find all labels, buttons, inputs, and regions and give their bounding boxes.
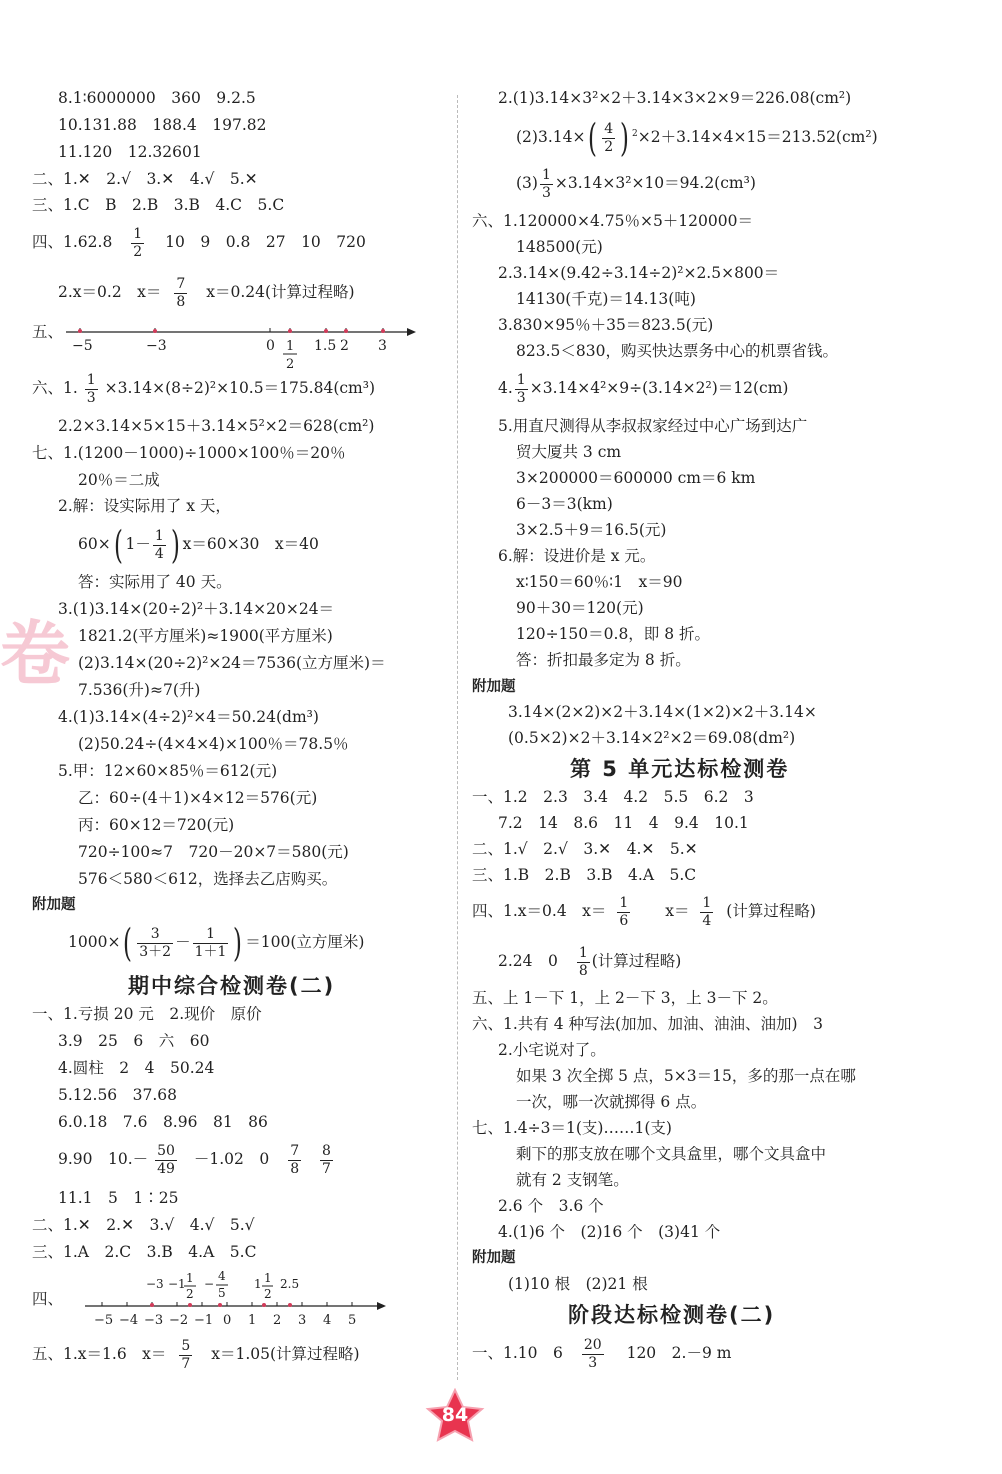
number-line-2 [80,1266,400,1332]
text: (2)3.14× [516,128,586,147]
answer-line: (0.5×2)×2＋3.14×2²×2＝69.08(dm²) [508,729,796,747]
answer-line [472,1333,731,1373]
answer-line: 6.0.18 7.6 8.96 81 86 [58,1113,268,1131]
text: 1000× [68,933,121,951]
answer-line: 六、1.120000×4.75％×5＋120000＝ [472,212,753,230]
text: 四、1.x＝0.4 x＝ [472,902,607,920]
answer-line: 如果 3 次全掷 5 点，5×3＝15，多的那一点在哪 [516,1067,856,1085]
text: 1－ [125,535,151,553]
answer-line [58,1139,335,1179]
answer-line: 5.12.56 37.68 [58,1086,178,1104]
fraction: $\frac{3}{3+2}$ [139,925,172,960]
answer-line: 720÷100≈7 720－20×7＝580(元) [78,843,349,861]
fraction: $\frac{1}{4}$ [702,894,712,929]
answer-line [498,941,681,981]
answer-line: 7.2 14 8.6 11 4 9.4 10.1 [498,814,749,832]
fraction: $\frac{1}{8}$ [578,944,588,979]
label: 5 [218,1286,226,1300]
answer-line: 一、1.2 2.3 3.4 4.2 5.5 6.2 3 [472,788,754,806]
answer-line: 60×( 1－ $\frac{1}{4}$ ) x＝60×30 x＝40 [78,523,319,567]
text: x＝ [665,902,690,920]
fraction: $\frac{7}{8}$ [290,1142,300,1177]
answer-line: 乙：60÷(4＋1)×4×12＝576(元) [78,789,318,807]
tick-label: −3 [144,1313,164,1328]
label: 2 [186,1287,194,1301]
tick-label: −5 [72,338,93,354]
tick-label: −4 [119,1313,139,1328]
text: ＝100(立方厘米) [245,933,365,951]
section-heading: 期中综合检测卷(二) [128,974,336,998]
answer-line: 一次，哪一次就掷得 6 点。 [516,1093,707,1111]
answer-line: 丙：60×12＝720(元) [78,816,235,834]
answer-line: 6－3＝3(km) [516,495,613,513]
text: ×3.14×3²×10＝94.2(cm³) [554,174,756,192]
column-divider [457,95,458,1380]
answer-line: 5.用直尺测得从李叔叔家经过中心广场到达广 [498,417,808,435]
answer-line: 2.2×3.14×5×15＋3.14×5²×2＝628(cm²) [58,417,375,435]
section-heading: 阶段达标检测卷(二) [568,1303,776,1327]
fraction: $\frac{1}{3}$ [516,371,526,406]
text: 9.90 10.－ [58,1150,149,1168]
answer-line: (1)10 根 (2)21 根 [508,1275,648,1293]
text: 120 2.－9 m [626,1344,732,1362]
answer-line: 4.(1)6 个 (2)16 个 (3)41 个 [498,1223,721,1241]
answer-line: 三、1.A 2.C 3.B 4.A 5.C [32,1243,257,1261]
answer-line: 3×2.5＋9＝16.5(元) [516,521,667,539]
fraction: $\frac{1}{2}$ [133,225,143,260]
section-label: 五、 [32,323,64,341]
answer-line [32,222,366,262]
fraction: $\frac{4}{2}$ [604,120,614,155]
label: −1 [168,1277,186,1291]
label: −3 [146,1277,164,1291]
answer-line [32,1334,360,1374]
fraction: $\frac{20}{3}$ [583,1336,602,1371]
answer-line: 120÷150＝0.8，即 8 折。 [516,625,711,643]
answer-line: 3.9 25 6 六 60 [58,1032,210,1050]
text: 四、1.62.8 [32,233,113,251]
text: 2.x＝0.2 x＝ [58,283,162,301]
tick-label: 1 [248,1313,257,1328]
answer-line: 二、1.✕ 2.✕ 3.√ 4.√ 5.√ [32,1216,255,1234]
answer-line: 2.解：设实际用了 x 天， [58,497,231,515]
answer-line: 576＜580＜612，选择去乙店购买。 [78,870,338,888]
tick-label: −2 [169,1313,189,1328]
text: ×3.14×4²×9÷(3.14×2²)＝12(cm) [529,379,789,397]
answer-line: 剩下的那支放在哪个文具盒里，哪个文具盒中 [516,1145,827,1163]
extra-question-label: 附加题 [472,1250,516,1266]
label: 4 [218,1269,226,1283]
answer-line: 3×200000＝600000 cm＝6 km [516,469,756,487]
answer-line: 二、1.√ 2.√ 3.✕ 4.✕ 5.✕ [472,840,698,858]
answer-line: 2.3.14×(9.42÷3.14÷2)²×2.5×800＝ [498,264,780,282]
tick-label: 2 [340,338,349,354]
answer-line: 4.圆柱 2 4 50.24 [58,1059,215,1077]
text: 10 9 0.8 27 10 720 [165,233,366,251]
answer-line: 3.(1)3.14×(20÷2)²＋3.14×20×24＝ [58,600,335,618]
text: x＝60×30 x＝40 [182,535,319,553]
answer-line: 8.1∶6000000 360 9.2.5 [58,89,256,107]
fraction: $\frac{7}{8}$ [176,275,186,310]
text: 六、1. [32,379,78,397]
tick-label: 5 [348,1313,357,1328]
answer-line: 11.1 5 1∶25 [58,1189,179,1207]
tick-label: −5 [94,1313,114,1328]
answer-line: (2)3.14×(20÷2)²×24＝7536(立方厘米)＝ [78,654,386,672]
tick-label: 1.5 [314,338,337,354]
answer-line: 就有 2 支钢笔。 [516,1171,629,1189]
extra-question-label: 附加题 [32,897,76,913]
fraction: $\frac{8}{7}$ [322,1142,331,1177]
answer-line: 五、上 1－下 1，上 2－下 3，上 3－下 2。 [472,989,778,1007]
tick-label: 1 [286,339,295,354]
watermark-stamp: 卷 [0,613,70,695]
answer-line [516,163,756,203]
text: 4. [498,379,513,397]
tick-label: 0 [266,338,275,354]
text: 一、1.10 6 [472,1344,563,1362]
answer-line [32,368,375,408]
fraction: $\frac{1}{3}$ [86,371,96,406]
label: − [204,1277,215,1291]
answer-line: 3.830×95％＋35＝823.5(元) [498,316,714,334]
fraction: $\frac{1}{4}$ [154,527,164,562]
tick-label: 2 [286,357,295,372]
answer-line: 2.小宅说对了。 [498,1041,606,1059]
label: 1 [186,1271,194,1285]
answer-line: 5.甲：12×60×85％＝612(元) [58,762,278,780]
answer-line: 3.14×(2×2)×2＋3.14×(1×2)×2＋3.14× [508,703,817,721]
tick-label: −3 [146,338,167,354]
answer-line: (2)50.24÷(4×4×4)×100％＝78.5％ [78,735,349,753]
tick-label: 2 [273,1313,282,1328]
answer-line: 1821.2(平方厘米)≈1900(平方厘米) [78,627,333,645]
text: －1.02 0 [193,1150,270,1168]
answer-line: 七、1.4÷3＝1(支)……1(支) [472,1119,672,1137]
answer-line: 823.5＜830，购买快达票务中心的机票省钱。 [516,342,838,360]
answer-line: 一、1.亏损 20 元 2.现价 原价 [32,1005,262,1023]
answer-line: 90＋30＝120(元) [516,599,644,617]
answer-line [472,891,816,931]
answer-line: 答：实际用了 40 天。 [78,573,232,591]
answer-line: 三、1.C B 2.B 3.B 4.C 5.C [32,196,285,214]
answer-line: 1000×( $\frac{3}{3+2}$ － $\frac{1}{1+1}$ ) ＝100(立方厘米) [68,921,365,965]
section-heading: 第 5 单元达标检测卷 [570,757,790,781]
extra-question-label: 附加题 [472,679,516,695]
text: 2.24 0 [498,952,558,970]
answer-line: 14130(千克)＝14.13(吨) [516,290,696,308]
section-label: 四、 [32,1290,64,1308]
answer-line: 六、1.共有 4 种写法(加加、加油、油油、油加) 3 [472,1015,823,1033]
answer-line: 2.(1)3.14×3²×2＋3.14×3×2×9＝226.08(cm²) [498,89,852,107]
tick-label: 0 [223,1313,232,1328]
answer-line: 6.解：设进价是 x 元。 [498,547,656,565]
text: (计算过程略) [591,952,682,970]
page-number: 84 [441,1404,469,1426]
fraction: $\frac{50}{49}$ [157,1142,175,1177]
fraction: $\frac{1}{3}$ [541,166,551,201]
label: 1 [264,1271,272,1285]
text: 五、1.x＝1.6 x＝ [32,1345,167,1363]
answer-line: 贸大厦共 3 cm [516,443,622,461]
fraction: $\frac{1}{1+1}$ [194,925,227,960]
answer-line: 11.120 12.32601 [58,143,202,161]
tick-label: 3 [378,338,387,354]
page-number-badge [424,1388,486,1444]
answer-line: 二、1.✕ 2.√ 3.✕ 4.√ 5.✕ [32,170,258,188]
text: ×3.14×(8÷2)²×10.5＝175.84(cm³) [104,379,376,397]
answer-line: 三、1.B 2.B 3.B 4.A 5.C [472,866,697,884]
label: 2.5 [280,1277,300,1291]
answer-line: 7.536(升)≈7(升) [78,681,201,699]
text: (3) [516,174,538,192]
answer-line: 答：折扣最多定为 8 折。 [516,651,691,669]
answer-line [58,272,355,312]
text: x＝1.05(计算过程略) [211,1345,360,1363]
answer-line: 20％＝二成 [78,471,160,489]
label: 2 [264,1287,272,1301]
tick-label: 4 [323,1313,332,1328]
text: ×2＋3.14×4×15＝213.52(cm²) [637,128,878,147]
fraction: $\frac{5}{7}$ [181,1337,191,1372]
answer-line: 七、1.(1200－1000)÷1000×100％＝20％ [32,444,346,462]
answer-line: 148500(元) [516,238,603,256]
number-line [58,320,428,375]
text: x＝0.24(计算过程略) [206,283,355,301]
text: (计算过程略) [726,902,816,920]
tick-label: 3 [298,1313,307,1328]
answer-line [498,368,788,408]
answer-line: 4.(1)3.14×(4÷2)²×4＝50.24(dm³) [58,708,319,726]
answer-line: 2.6 个 3.6 个 [498,1197,604,1215]
answer-line: (2)3.14×( $\frac{4}{2}$ ) $^2$×2＋3.14×4×15＝213.52(cm²) [516,116,878,161]
label: 1 [254,1277,262,1291]
fraction: $\frac{1}{6}$ [619,894,629,929]
answer-line: x∶150＝60％∶1 x＝90 [516,573,683,591]
answer-line: 10.131.88 188.4 197.82 [58,116,267,134]
tick-label: −1 [194,1313,214,1328]
text: 60× [78,535,111,553]
